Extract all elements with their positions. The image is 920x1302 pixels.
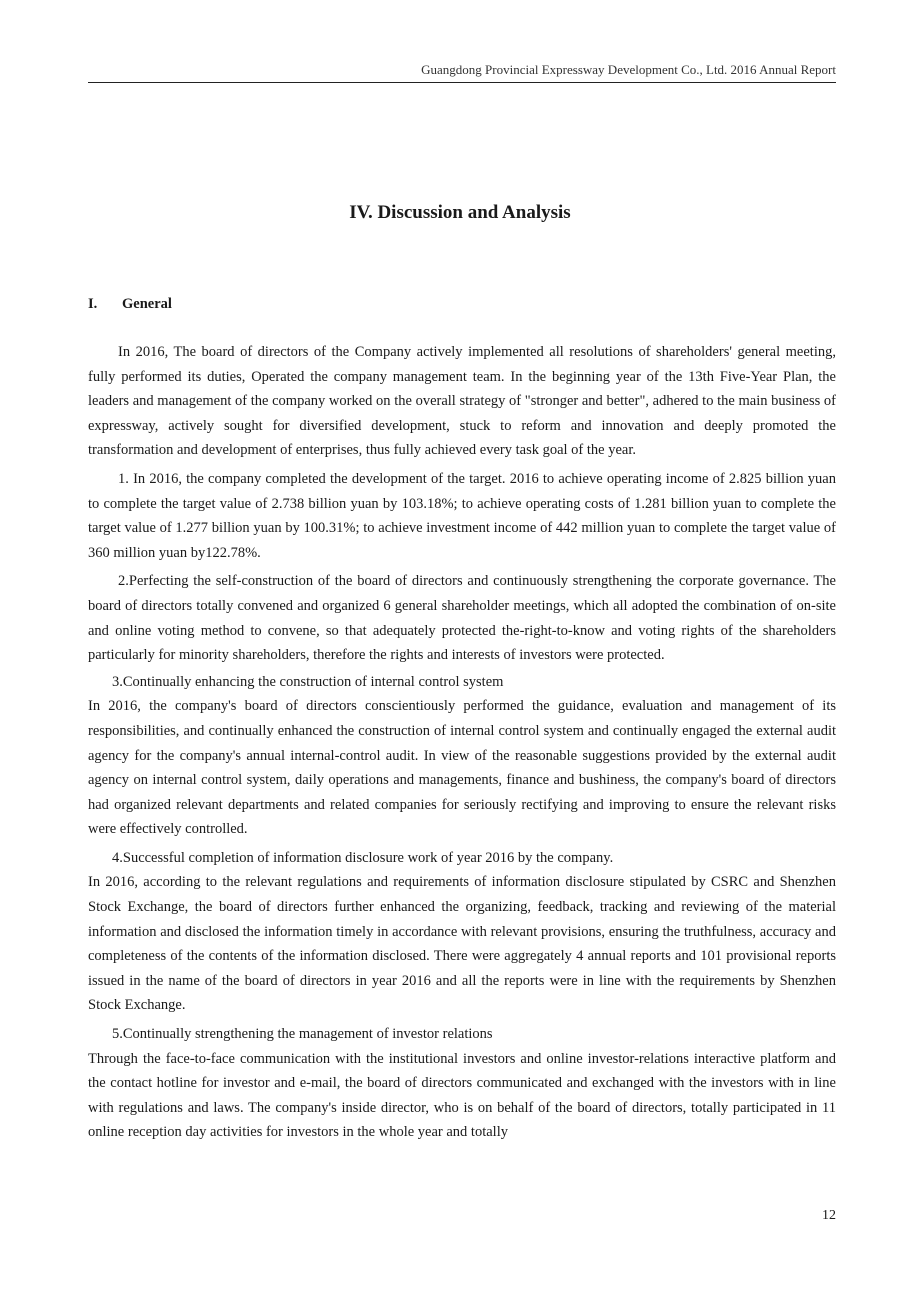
page-header: Guangdong Provincial Expressway Development Co., Ltd. 2016 Annual Report [88, 62, 836, 83]
item-5-heading: 5.Continually strengthening the management of investor relations [112, 1026, 493, 1043]
chapter-title: IV. Discussion and Analysis [349, 202, 571, 223]
item-4-heading: 4.Successful completion of information disclosure work of year 2016 by the company. [112, 849, 614, 866]
section-number: I. [88, 296, 98, 312]
item-3-paragraph: In 2016, the company's board of directors conscientiously performed the guidance, evaluation and management of its responsibilities, and continually enhanced the construction of internal control system and continually engaged the external audit agency for the company's annual internal-control audit. In view of the reasonable suggestions provided by the external audit agency on internal control system, daily operations and managements, finance and bushiness, the company's board of directors had organized relevant departments and related companies for seriously rectifying and improving to ensure the relevant risks were effectively controlled. [88, 698, 836, 838]
section-label: General [122, 296, 172, 312]
item-3-heading: 3.Continually enhancing the construction of internal control system [112, 673, 504, 690]
item-2-paragraph: 2.Perfecting the self-construction of the board of directors and continuously strengthening the corporate governance. The board of directors totally convened and organized 6 general shareholder meetings, which all adopted the combination of on-site and online voting method to convene, so that adequately protected the-right-to-know and voting rights of the shareholders particularly for minority shareholders, therefore the rights and interests of investors were protected. [88, 573, 836, 664]
item-1-paragraph: 1. In 2016, the company completed the development of the target. 2016 to achieve operating income of 2.825 billion yuan to complete the target value of 2.738 billion yuan by 103.18%; to achieve operating costs of 1.281 billion yuan to complete the target value of 1.277 billion yuan by 100.31%; to achieve investment income of 442 million yuan to complete the target value of 360 million yuan by122.78%. [88, 470, 836, 561]
item-5-paragraph: Through the face-to-face communication with the institutional investors and online investor-relations interactive platform and the contact hotline for investor and e-mail, the board of directors communicated and exchanged with the investors with in line with regulations and laws. The company's inside director, who is on behalf of the board of directors, totally participated in 11 online reception day activities for investors in the whole year and totally [88, 1050, 836, 1141]
intro-paragraph: In 2016, The board of directors of the Company actively implemented all resolutions of shareholders' general meeting, fully performed its duties, Operated the company management team. In the beginning year of the 13th Five-Year Plan, the leaders and management of the company worked on the overall strategy of "stronger and better", adhered to the main business of expressway, actively sought for diversified development, stuck to reform and innovation and deeply promoted the transformation and development of enterprises, thus fully achieved every task goal of the year. [88, 344, 836, 459]
section-heading [88, 296, 172, 313]
report-body [88, 340, 836, 1145]
item-4-paragraph: In 2016, according to the relevant regulations and requirements of information disclosure stipulated by CSRC and Shenzhen Stock Exchange, the board of directors further enhanced the organizing, feedback, tracking and reviewing of the material information and disclosed the information timely in accordance with relevant provisions, ensuring the truthfulness, accuracy and completeness of the contents of the information disclosed. There were aggregately 4 annual reports and 101 provisional reports issued in the name of the board of directors in year 2016 and all the reports were in line with the requirements by Shenzhen Stock Exchange. [88, 874, 836, 1014]
page-number: 12 [822, 1208, 836, 1223]
